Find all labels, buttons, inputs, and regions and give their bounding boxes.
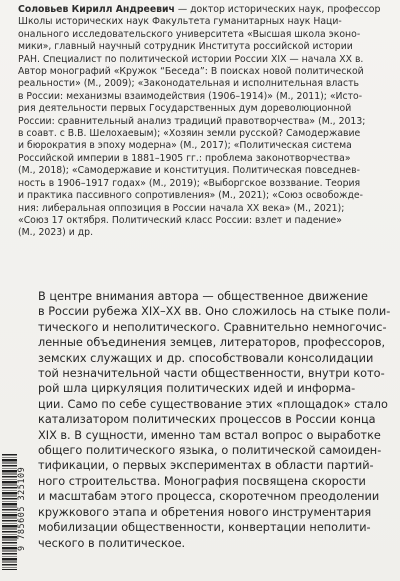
bio-line-text: и бюрократия в эпоху модерна» (М., 2017); «Политическая система [18, 140, 352, 152]
bio-line-text: ния: либеральная оппозиция в России начала XX века» (М., 2021); [18, 202, 345, 214]
bio-line-text: РАН. Специалист по политической истории России XIX — начала XX в. [18, 53, 364, 65]
bio-line [18, 41, 390, 53]
bio-line [18, 165, 390, 177]
bio-line [18, 190, 390, 202]
bio-line-text: — доктор исторических наук, профессор [174, 4, 381, 15]
bio-line [18, 66, 390, 78]
bio-line [18, 203, 390, 215]
isbn-barcode [0, 442, 30, 574]
book-annotation [38, 289, 390, 551]
bio-line-text: рия деятельности первых Государственных дум дореволюционной [18, 103, 352, 115]
bio-line [18, 4, 390, 16]
barcode-digits: 9 785605 325109 [17, 466, 27, 552]
annotation-line: ного строительства. Монография посвящена скорости [38, 474, 366, 488]
barcode-icon [2, 454, 17, 570]
bio-line [18, 78, 390, 90]
author-name: Соловьев Кирилл Андреевич [18, 4, 175, 15]
bio-line [18, 227, 390, 239]
annotation-line: XIX в. В сущности, именно там встал вопрос о выработке [38, 428, 381, 442]
author-bio [18, 4, 390, 240]
bio-line [18, 91, 390, 103]
bio-line [18, 178, 390, 190]
bio-line [18, 116, 390, 128]
annotation-line: той незначительной части общественности, внутри кото- [38, 367, 385, 381]
bio-line-text: онального исследовательского университета «Высшая школа эконо- [18, 28, 361, 40]
annotation-line: тического и неполитического. Сравнительно немногочис- [38, 320, 387, 334]
bio-line-text: (М., 2023) и др. [18, 227, 94, 239]
bio-line-text: России: сравнительный анализ традиций правотворчества» (М., 2013; [18, 115, 366, 127]
annotation-line: земских служащих и др. способствовали консолидации [38, 351, 374, 365]
bio-line-text: реальности» (М., 2009); «Законодательная и исполнительная власть [18, 78, 360, 90]
annotation-line: и масштабам этого процесса, скоротечном преодолении [38, 490, 380, 504]
annotation-line: кружкового этапа и обретения нового инструментария [38, 505, 372, 519]
bio-line [18, 16, 390, 28]
bio-line [18, 215, 390, 227]
bio-line-text: «Союз 17 октября. Политический класс России: взлет и падение» [18, 214, 342, 226]
annotation-line: в России рубежа XIX–XX вв. Оно сложилось на стыке поли- [38, 305, 391, 319]
annotation-line: мобилизации общественности, конвертации неполити- [38, 521, 371, 535]
bio-line [18, 29, 390, 41]
bio-line-text: в соавт. с В.В. Шелохаевым); «Хозяин земли русской? Самодержавие [18, 128, 361, 140]
annotation-line: катализатором политических процессов в России конца [38, 413, 376, 427]
bio-line [18, 153, 390, 165]
bio-line [18, 140, 390, 152]
bio-line-text: (М., 2018); «Самодержавие и конституция. Политическая повседнев- [18, 165, 360, 177]
bio-line-text: Российской империи в 1881–1905 гг.: проблема законотворчества» [18, 152, 351, 164]
annotation-line: рой шла циркуляция политических идей и информа- [38, 382, 356, 396]
bio-line-text: и практика пассивного сопротивления» (М., 2021); «Союз освобожде- [18, 190, 363, 202]
bio-line-text: ность в 1906–1917 годах» (М., 2019); «Выборгское воззвание. Теория [18, 177, 361, 189]
bio-line [18, 128, 390, 140]
annotation-line: ции. Само по себе существование этих «площадок» стало [38, 397, 388, 411]
bio-line-text: Автор монографий «Кружок “Беседа”: В поисках новой политической [18, 66, 364, 78]
annotation-line: ческого в политическое. [38, 536, 186, 550]
bio-line [18, 103, 390, 115]
annotation-line: общего политического языка, о политической самоиден- [38, 444, 382, 458]
annotation-line: ленные объединения земцев, литераторов, профессоров, [38, 336, 386, 350]
bio-line-text: в России: механизмы взаимодействия (1906–1914)» (М., 2011); «Исто- [18, 90, 363, 102]
bio-line [18, 54, 390, 66]
bio-line-text: мики», главный научный сотрудник Института российской истории [18, 41, 353, 53]
bio-line-text: Школы исторических наук Факультета гуманитарных наук Наци- [18, 16, 342, 28]
annotation-line: тификации, о первых экспериментах в области партий- [38, 459, 374, 473]
annotation-line: В центре внимания автора — общественное движение [38, 290, 368, 303]
